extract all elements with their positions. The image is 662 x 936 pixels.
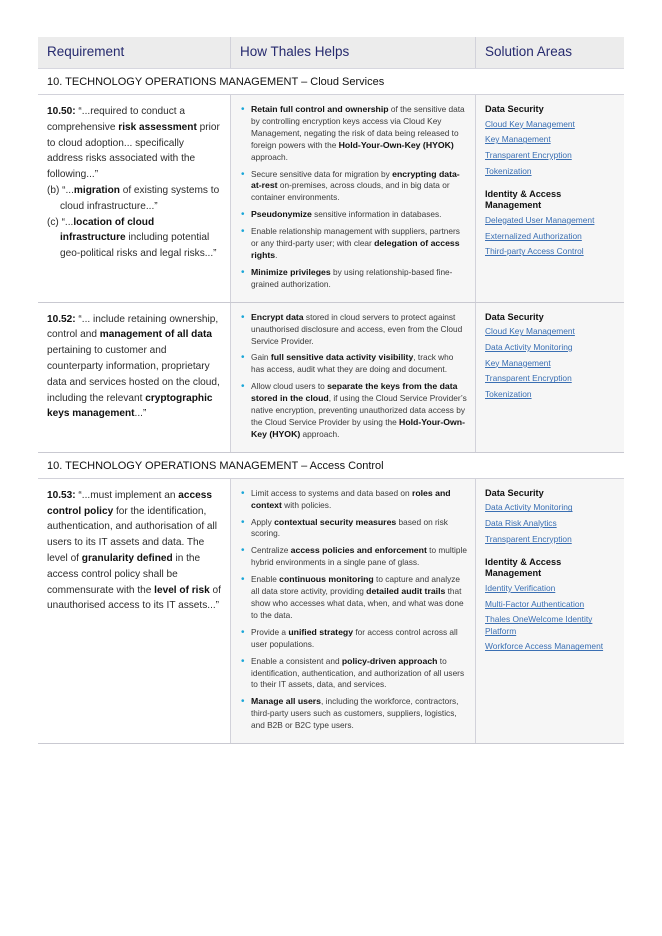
header-solution-areas: Solution Areas <box>485 44 573 59</box>
solution-link[interactable]: Transparent Encryption <box>485 373 572 384</box>
requirement-cell: 10.50: “...required to conduct a comprehensive risk assessment prior to cloud adoption... specifically address risks associated with the following...” (b) “...migration of existing systems to cloud infrastructure...” (c) “...location of cloud infrastructure including potential geo-political risks and legal risks...” <box>38 95 231 302</box>
solution-link[interactable]: Thales OneWelcome Identity Platform <box>485 614 593 636</box>
list-item: • Retain full control and ownership of the sensitive data by controlling encryption keys access via Cloud Key Management, negating the risk of data being released to foreign powers with the Hold-Your-Own-Key (HYOK) approach. <box>240 104 467 164</box>
group-title: Identity & Access Management <box>485 188 562 211</box>
list-item: • Allow cloud users to separate the keys from the data stored in the cloud, if using the Cloud Service Provider’s native encryption, preventing unauthorized data access by the Cloud Service Provider by using the Hold-Your-Own-Key (HYOK) approach. <box>240 381 467 441</box>
solution-link[interactable]: Multi-Factor Authentication <box>485 598 585 609</box>
list-item: • Encrypt data stored in cloud servers to protect against unauthorised disclosure and access, even from the Cloud Service Provider. <box>240 312 467 348</box>
solution-areas-cell <box>476 479 624 743</box>
solution-link[interactable]: Key Management <box>485 134 551 145</box>
how-thales-helps-cell <box>231 303 476 452</box>
list-item: • Gain full sensitive data activity visibility, track who has access, audit what they are doing and document. <box>240 352 467 376</box>
how-thales-helps-cell <box>231 95 476 302</box>
requirement-id: 10.52: <box>47 313 76 325</box>
table-row-10-50 <box>38 95 624 303</box>
list-item: • Pseudonymize sensitive information in databases. <box>240 209 467 221</box>
help-list <box>240 104 467 291</box>
solution-link[interactable]: Tokenization <box>485 388 532 399</box>
solution-link[interactable]: Key Management <box>485 357 551 368</box>
table-row-10-52 <box>38 303 624 453</box>
group-title: Data Security <box>485 104 544 114</box>
list-item: • Minimize privileges by using relationship-based fine-grained authorization. <box>240 267 467 291</box>
solution-link[interactable]: Transparent Encryption <box>485 533 572 544</box>
list-item: • Limit access to systems and data based on roles and context with policies. <box>240 488 467 512</box>
list-item: • Centralize access policies and enforcement to multiple hybrid environments in a single pane of glass. <box>240 545 467 569</box>
group-title: Data Security <box>485 311 544 322</box>
solution-link[interactable]: Identity Verification <box>485 582 556 593</box>
how-thales-helps-cell <box>231 479 476 743</box>
requirements-table <box>38 37 624 744</box>
header-how-thales-helps: How Thales Helps <box>231 37 476 68</box>
requirement-id: 10.53: <box>47 489 76 501</box>
solution-link[interactable]: Data Activity Monitoring <box>485 502 573 513</box>
solution-link[interactable]: Data Risk Analytics <box>485 517 557 528</box>
group-title: Data Security <box>485 487 544 498</box>
header-requirement: Requirement <box>38 37 231 68</box>
solution-link[interactable]: Data Activity Monitoring <box>485 341 573 352</box>
help-list <box>240 312 467 441</box>
list-item: • Apply contextual security measures based on risk scoring. <box>240 517 467 541</box>
solution-link[interactable]: Delegated User Management <box>485 214 595 225</box>
table-row-10-53 <box>38 479 624 744</box>
list-item: • Enable continuous monitoring to capture and analyze all data store activity, providing detailed audit trails that show who accesses what data, when, and what was done to the data. <box>240 574 467 622</box>
help-list <box>240 488 467 732</box>
list-item: • Manage all users, including the workforce, contractors, third-party users such as customers, suppliers, logistics, and B2B or B2C type users. <box>240 696 467 732</box>
list-item: • Secure sensitive data for migration by encrypting data-at-rest on-premises, across clouds, and in big data or container environments. <box>240 169 467 205</box>
solution-areas-cell <box>476 303 624 452</box>
solution-link[interactable]: Transparent Encryption <box>485 149 572 160</box>
solution-link[interactable]: Tokenization <box>485 165 532 176</box>
requirement-cell: 10.53: “...must implement an access control policy for the identification, authentication, and authorisation of all users to its IT assets and data. The level of granularity defined in the access control policy shall be commensurate with the level of risk of unauthorised access to its IT assets...” <box>38 479 231 743</box>
group-title: Identity & Access Management <box>485 556 562 579</box>
requirement-item-c: (c) “...location of cloud infrastructure including potential geo-political risks and legal risks...” <box>47 216 217 260</box>
list-item: • Provide a unified strategy for access control across all user populations. <box>240 627 467 651</box>
solution-link[interactable]: Externalized Authorization <box>485 230 582 241</box>
solution-areas-cell <box>476 95 624 302</box>
requirement-id: 10.50: <box>47 106 76 117</box>
requirement-cell: 10.52: “... include retaining ownership, control and management of all data pertaining to customer and counterparty information, proprietary data and services hosted on the cloud, including the relevant cryptographic keys management...” <box>38 303 231 452</box>
list-item: • Enable relationship management with suppliers, partners or any third-party user; with clear delegation of access rights. <box>240 226 467 262</box>
solution-link[interactable]: Third-party Access Control <box>485 246 584 257</box>
table-header <box>38 37 624 69</box>
solution-link[interactable]: Workforce Access Management <box>485 641 604 652</box>
solution-link[interactable]: Cloud Key Management <box>485 326 575 337</box>
list-item: • Enable a consistent and policy-driven approach to identification, authentication, and authorization of all users to their IT assets, data, and services. <box>240 656 467 692</box>
section-cloud-services: 10. TECHNOLOGY OPERATIONS MANAGEMENT – Cloud Services <box>38 69 624 95</box>
solution-link[interactable]: Cloud Key Management <box>485 118 575 129</box>
section-access-control: 10. TECHNOLOGY OPERATIONS MANAGEMENT – Access Control <box>38 453 624 479</box>
requirement-item-b: (b) “...migration of existing systems to cloud infrastructure...” <box>47 184 220 212</box>
